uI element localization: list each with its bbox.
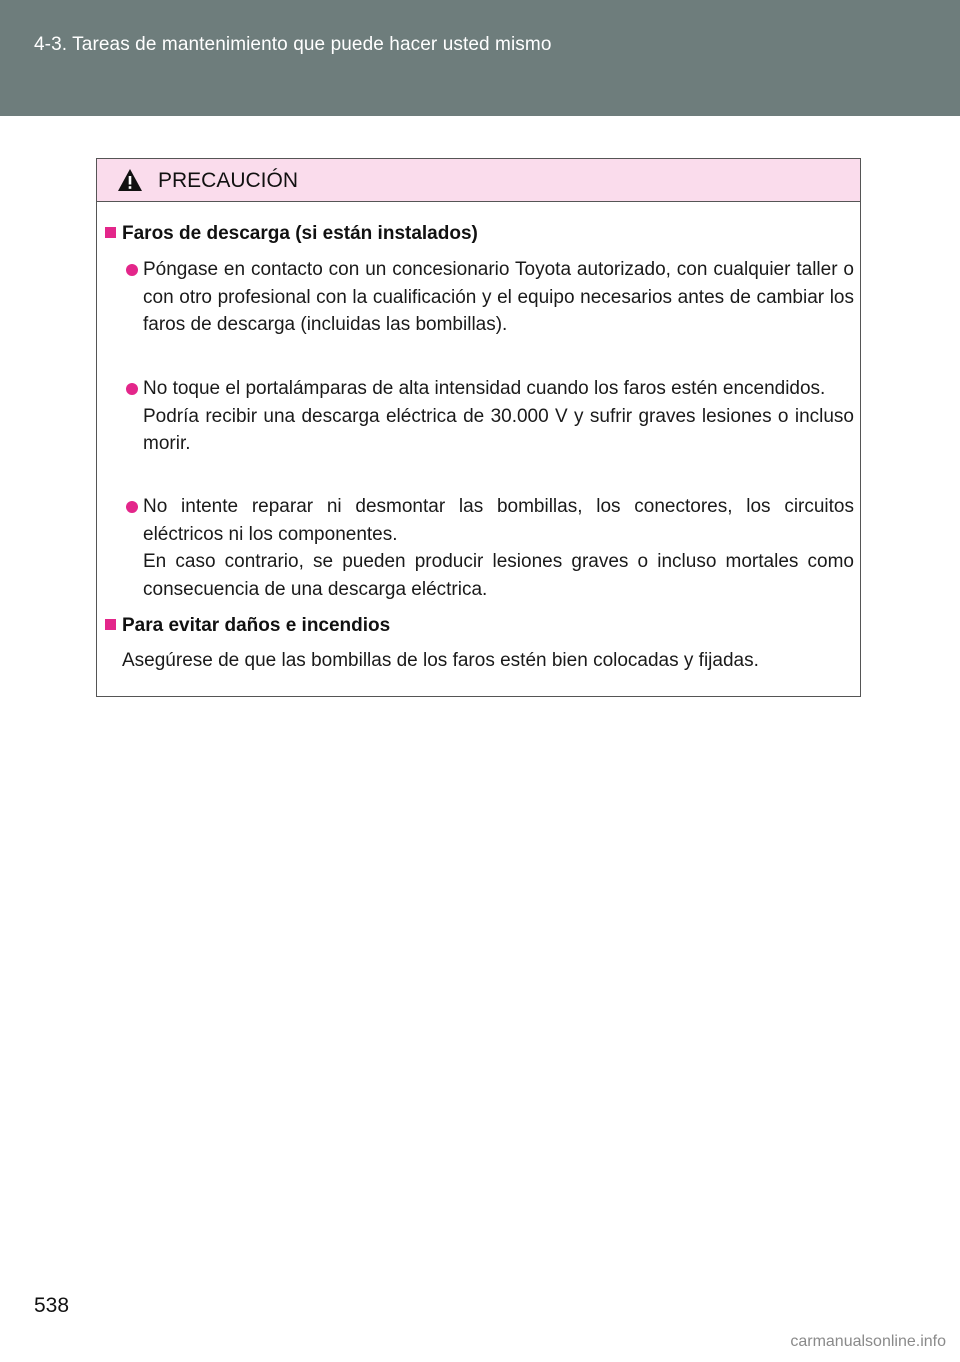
round-bullet-icon	[126, 383, 138, 395]
list-item: No toque el portalámparas de alta intensidad cuando los faros estén encendidos. Podría recibir una descarga eléctrica de 30.000 V y sufrir graves lesiones o incluso morir.	[143, 375, 854, 458]
list-item: No intente reparar ni desmontar las bombillas, los conectores, los circuitos eléctricos ni los componentes. En caso contrario, se pueden producir lesiones graves o incluso mortales como consecuencia de una descarga eléctrica.	[143, 493, 854, 603]
list-item: Póngase en contacto con un concesionario Toyota autorizado, con cualquier taller o con otro profesional con la cualificación y el equipo necesarios antes de cambiar los faros de descarga (incluidas las bombillas).	[143, 256, 854, 339]
square-bullet-icon	[105, 227, 116, 238]
square-bullet-icon	[105, 619, 116, 630]
page-number: 538	[34, 1294, 70, 1317]
warning-icon	[117, 168, 143, 192]
round-bullet-icon	[126, 501, 138, 513]
paragraph: Asegúrese de que las bombillas de los faros estén bien colocadas y fijadas.	[122, 650, 759, 671]
section-title: 4-3. Tareas de mantenimiento que puede hacer usted mismo	[34, 34, 552, 55]
page-header	[0, 0, 960, 116]
watermark: carmanualsonline.info	[790, 1333, 946, 1350]
caution-title: PRECAUCIÓN	[158, 169, 299, 192]
caution-box	[96, 158, 861, 697]
caution-header	[97, 159, 860, 202]
round-bullet-icon	[126, 264, 138, 276]
section-heading: Faros de descarga (si están instalados)	[105, 223, 478, 245]
section-heading: Para evitar daños e incendios	[105, 615, 390, 637]
